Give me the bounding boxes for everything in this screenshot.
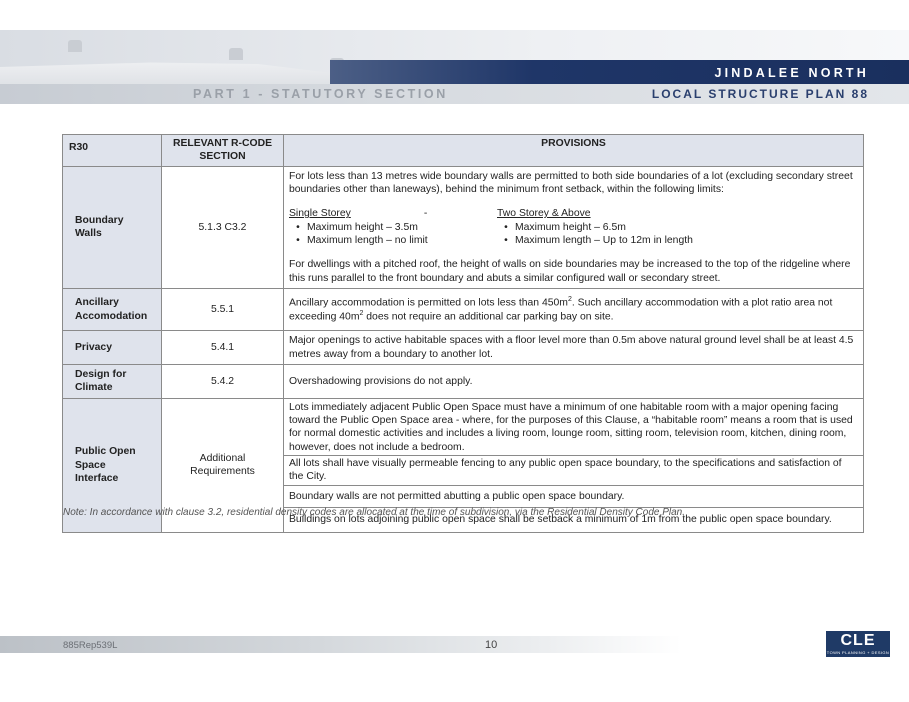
part-title: PART 1 - STATUTORY SECTION <box>193 87 448 101</box>
storey-headings <box>289 207 858 220</box>
row-provision-privacy: Major openings to active habitable spaces with a floor level more than 0.5m above natural ground level shall be at least 4.5 metres away from a boundary to another lot. <box>284 331 864 365</box>
row-section-ancillary: 5.5.1 <box>162 288 284 331</box>
row-label-text: Design for Climate <box>75 369 127 394</box>
header-rcode-section: RELEVANT R-CODE SECTION <box>162 135 284 167</box>
table-row <box>63 365 864 399</box>
ancillary-sup: 2 <box>567 295 572 303</box>
ancillary-sup: 2 <box>359 309 364 317</box>
table-row <box>63 398 864 455</box>
row-section-boundary: 5.1.3 C3.2 <box>162 166 284 288</box>
single-storey-heading <box>289 207 497 220</box>
table-header-row <box>63 135 864 167</box>
bullet-row <box>289 234 858 247</box>
ancillary-text-b: . Such ancillary accommodation with a plot ratio area not exceeding 40m <box>289 297 833 323</box>
ancillary-text-c: does not require an additional car parking bay on site. <box>363 311 614 323</box>
row-provision-boundary <box>284 166 864 288</box>
row-provision-pos-3: Boundary walls are not permitted abutting a public open space boundary. <box>284 485 864 507</box>
banner-chimney <box>68 40 82 52</box>
bullet-icon: • <box>296 234 300 246</box>
logo-subtext: TOWN PLANNING + DESIGN <box>826 650 890 655</box>
row-label-text: Ancillary Accomodation <box>75 297 148 322</box>
header-banner <box>0 30 909 104</box>
row-label-climate <box>63 365 162 399</box>
provisions-table <box>62 134 864 533</box>
project-name: JINDALEE NORTH <box>714 66 869 80</box>
two-height: Maximum height – 6.5m <box>515 221 626 233</box>
row-label-privacy: Privacy <box>63 331 162 365</box>
row-provision-pos-1: Lots immediately adjacent Public Open Space must have a minimum of one habitable room with a major opening facing toward the Public Open Space area - where, for the purposes of this Clause, a “habitable room” means a room that is used for normal domestic activities and includes a living room, lounge room, sitting room, television room, kitchen, dining room, however, does not include a bedroom. <box>284 398 864 455</box>
banner-chimney <box>229 48 243 60</box>
cle-logo <box>826 631 890 657</box>
document-reference: 885Rep539L <box>63 640 118 651</box>
page-number: 10 <box>485 639 498 651</box>
row-label-boundary-walls <box>63 166 162 288</box>
row-label-text: Public Open Space Interface <box>75 446 136 485</box>
row-provision-pos-4: Buildings on lots adjoining public open space shall be setback a minimum of 1m from the public open space boundary. <box>284 507 864 532</box>
boundary-pitched-roof: For dwellings with a pitched roof, the height of walls on side boundaries may be increased to the top of the ridgeline where this runs parallel to the front boundary and abuts a similar configured wall or secondary street. <box>289 259 851 284</box>
ancillary-text-a: Ancillary accommodation is permitted on lots less than 450m <box>289 297 568 309</box>
row-label-text: Boundary Walls <box>75 214 124 240</box>
row-section-privacy: 5.4.1 <box>162 331 284 365</box>
logo-text: CLE <box>840 632 876 649</box>
boundary-intro: For lots less than 13 metres wide boundary walls are permitted to both side boundaries of a lot (excluding secondary street boundaries other than laneways), behind the minimum front setback, within the following limits: <box>289 170 853 195</box>
plan-name: LOCAL STRUCTURE PLAN 88 <box>651 87 869 101</box>
header-provisions: PROVISIONS <box>284 135 864 167</box>
table-row <box>63 331 864 365</box>
bullet-icon: • <box>296 221 300 233</box>
table-row <box>63 166 864 288</box>
single-storey-heading-text: Single Storey <box>289 208 351 220</box>
density-note: Note: In accordance with clause 3.2, residential density codes are allocated at the time of subdivision, via the Residential Density Code Plan. <box>63 507 686 518</box>
bullet-icon: • <box>504 221 508 233</box>
bullet-icon: • <box>504 234 508 246</box>
single-height: Maximum height – 3.5m <box>307 221 418 233</box>
single-length: Maximum length – no limit <box>307 234 428 246</box>
bullet-row <box>289 221 858 234</box>
row-provision-climate: Overshadowing provisions do not apply. <box>284 365 864 399</box>
heading-dash: - <box>423 208 428 220</box>
row-provision-ancillary <box>284 288 864 331</box>
table-row <box>63 288 864 331</box>
two-length: Maximum length – Up to 12m in length <box>515 234 693 246</box>
row-section-text: Additional Requirements <box>190 453 255 478</box>
row-label-ancillary <box>63 288 162 331</box>
row-provision-pos-2: All lots shall have visually permeable fencing to any public open space boundary, to the specifications and satisfaction of the City. <box>284 455 864 485</box>
header-r30: R30 <box>63 135 162 167</box>
row-section-climate: 5.4.2 <box>162 365 284 399</box>
footer-bar <box>0 636 909 653</box>
two-storey-heading: Two Storey & Above <box>497 208 591 220</box>
